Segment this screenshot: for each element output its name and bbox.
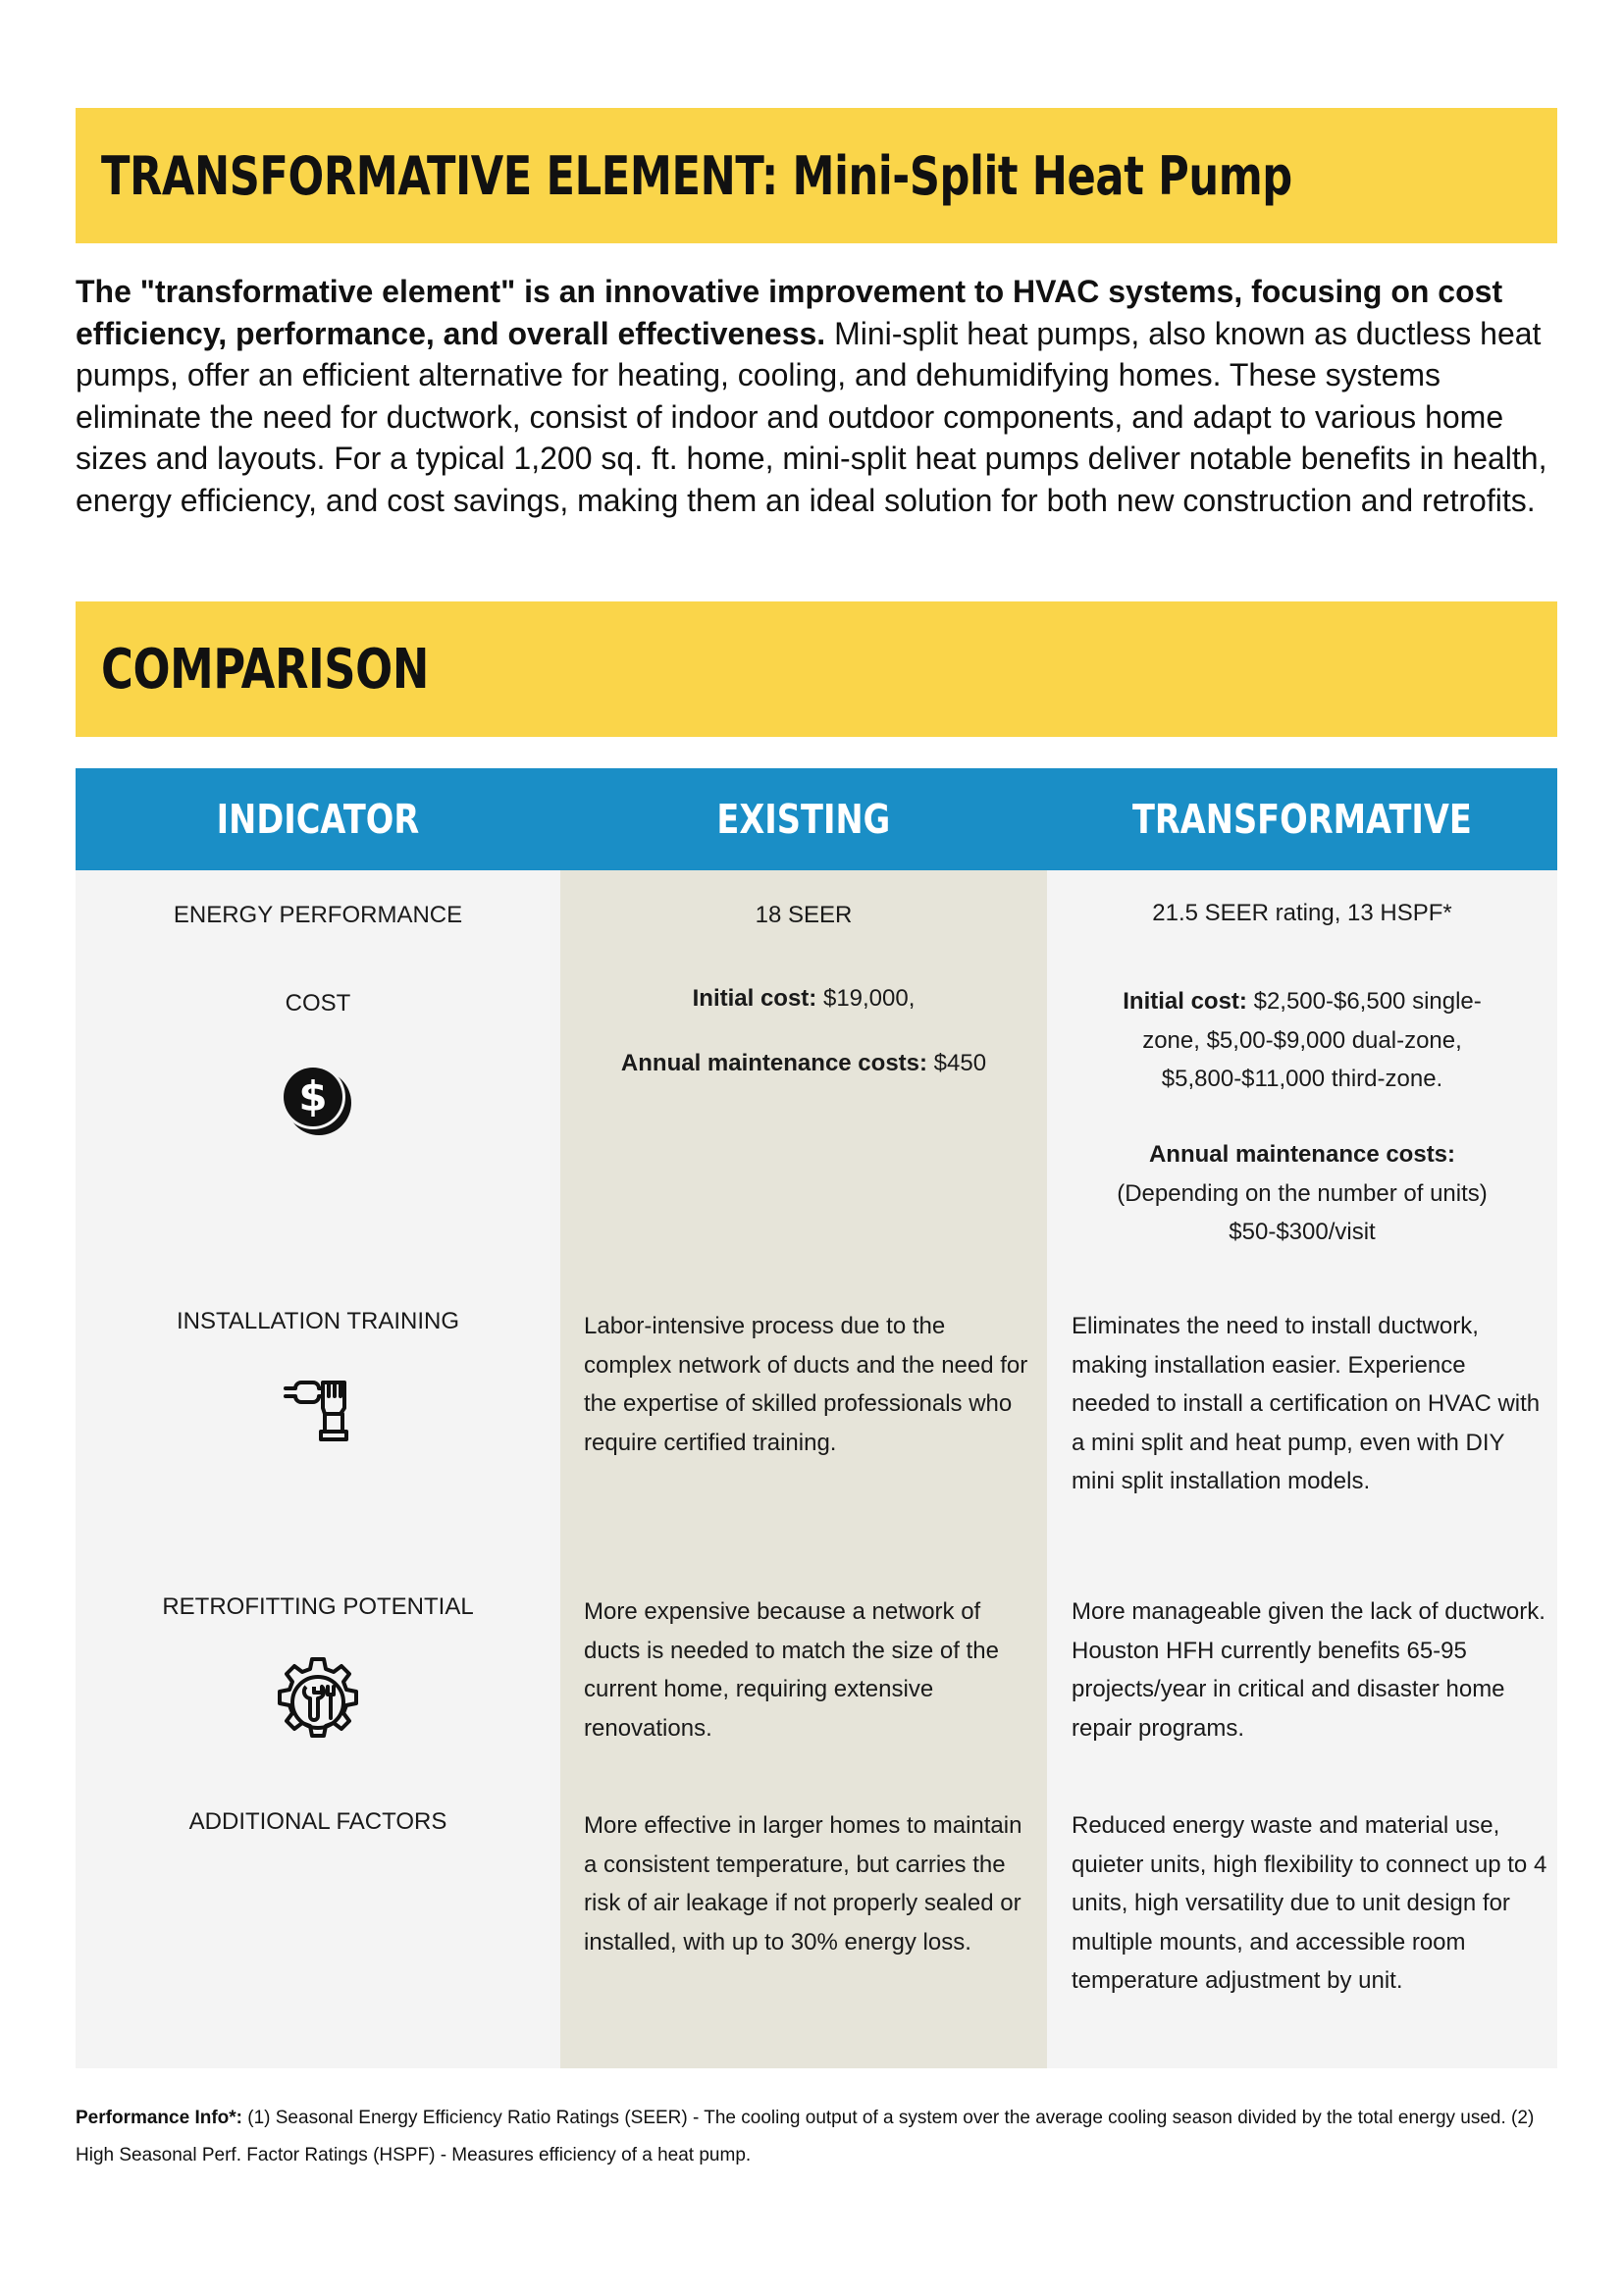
comparison-table-header — [76, 768, 1557, 870]
intro-bold-lead: The "transformative element" is an innovative improvement to HVAC systems, focusing on cost efficiency, performance, and overall effectiveness. — [76, 274, 1503, 351]
transformative-cost-annual: Annual maintenance costs: (Depending on the number of units) $50-$300/visit — [1117, 1141, 1488, 1245]
indicator-retrofitting-potential: RETROFITTING POTENTIAL — [162, 1593, 474, 1620]
transformative-cost-initial: Initial cost: $2,500-$6,500 single-zone, $5,00-$9,000 dual-zone, $5,800-$11,000 third-zone. — [1123, 988, 1482, 1092]
existing-energy-performance: 18 SEER — [755, 902, 853, 928]
wrench-hand-icon — [280, 1371, 354, 1445]
title-banner — [76, 108, 1557, 243]
transformative-additional-factors: Reduced energy waste and material use, quieter units, high flexibility to connect up to 4 units, high versatility due to unit design for multiple mounts, and accessible room temperature adjustment by unit. — [1072, 1812, 1547, 1994]
header-transformative: TRANSFORMATIVE — [1132, 796, 1472, 843]
indicator-energy-performance: ENERGY PERFORMANCE — [173, 902, 463, 928]
indicator-additional-factors: ADDITIONAL FACTORS — [188, 1808, 447, 1835]
footnote-text: (1) Seasonal Energy Efficiency Ratio Ratings (SEER) - The cooling output of a system over the average cooling season divided by the total energy used. (2) High Seasonal Perf. Factor Ratings (HSPF) - Measures efficiency of a heat pump. — [76, 2108, 1535, 2165]
gear-tools-icon — [269, 1653, 367, 1751]
existing-retrofitting-potential: More expensive because a network of ducts is needed to match the size of the current home, requiring extensive renovations. — [584, 1598, 999, 1742]
existing-cost-annual: Annual maintenance costs: $450 — [620, 1050, 987, 1076]
comparison-title: COMPARISON — [101, 637, 429, 702]
header-indicator: INDICATOR — [216, 796, 420, 843]
intro-body-text: Mini-split heat pumps, also known as ductless heat pumps, offer an efficient alternative for heating, cooling, and dehumidifying homes. These systems eliminate the need for ductwork, consist of indoor and outdoor components, and adapt to various home sizes and layouts. For a typical 1,200 sq. ft. home, mini-split heat pumps deliver notable benefits in health, energy efficiency, and cost savings, making them an ideal solution for both new construction and retrofits. — [76, 315, 1547, 518]
performance-footnote — [76, 2100, 1557, 2174]
footnote-label: Performance Info*: — [76, 2108, 242, 2128]
indicator-cost: COST — [285, 990, 351, 1017]
existing-additional-factors: More effective in larger homes to maintain a consistent temperature, but carries the risk of air leakage if not properly sealed or installed, with up to 30% energy loss. — [584, 1812, 1022, 1956]
header-existing: EXISTING — [716, 796, 891, 843]
comparison-table-body — [76, 870, 1557, 2068]
transformative-retrofitting-potential: More manageable given the lack of ductwork. Houston HFH currently benefits 65-95 projects/year in critical and disaster home repair programs. — [1072, 1598, 1545, 1742]
indicator-installation-training: INSTALLATION TRAINING — [176, 1308, 460, 1334]
transformative-installation-training: Eliminates the need to install ductwork, making installation easier. Experience needed to install a certification on HVAC with a mini split and heat pump, even with DIY mini split installation models. — [1072, 1313, 1541, 1494]
transformative-energy-performance: 21.5 SEER rating, 13 HSPF* — [1152, 900, 1452, 926]
existing-installation-training: Labor-intensive process due to the complex network of ducts and the need for the expertise of skilled professionals who require certified training. — [584, 1313, 1028, 1456]
svg-text:$: $ — [298, 1072, 328, 1121]
comparison-banner — [76, 601, 1557, 737]
page-title: TRANSFORMATIVE ELEMENT: Mini-Split Heat Pump — [101, 144, 1292, 207]
existing-cost-initial: Initial cost: $19,000, — [692, 985, 916, 1012]
intro-paragraph — [76, 271, 1557, 521]
dollar-coin-icon — [278, 1062, 354, 1138]
